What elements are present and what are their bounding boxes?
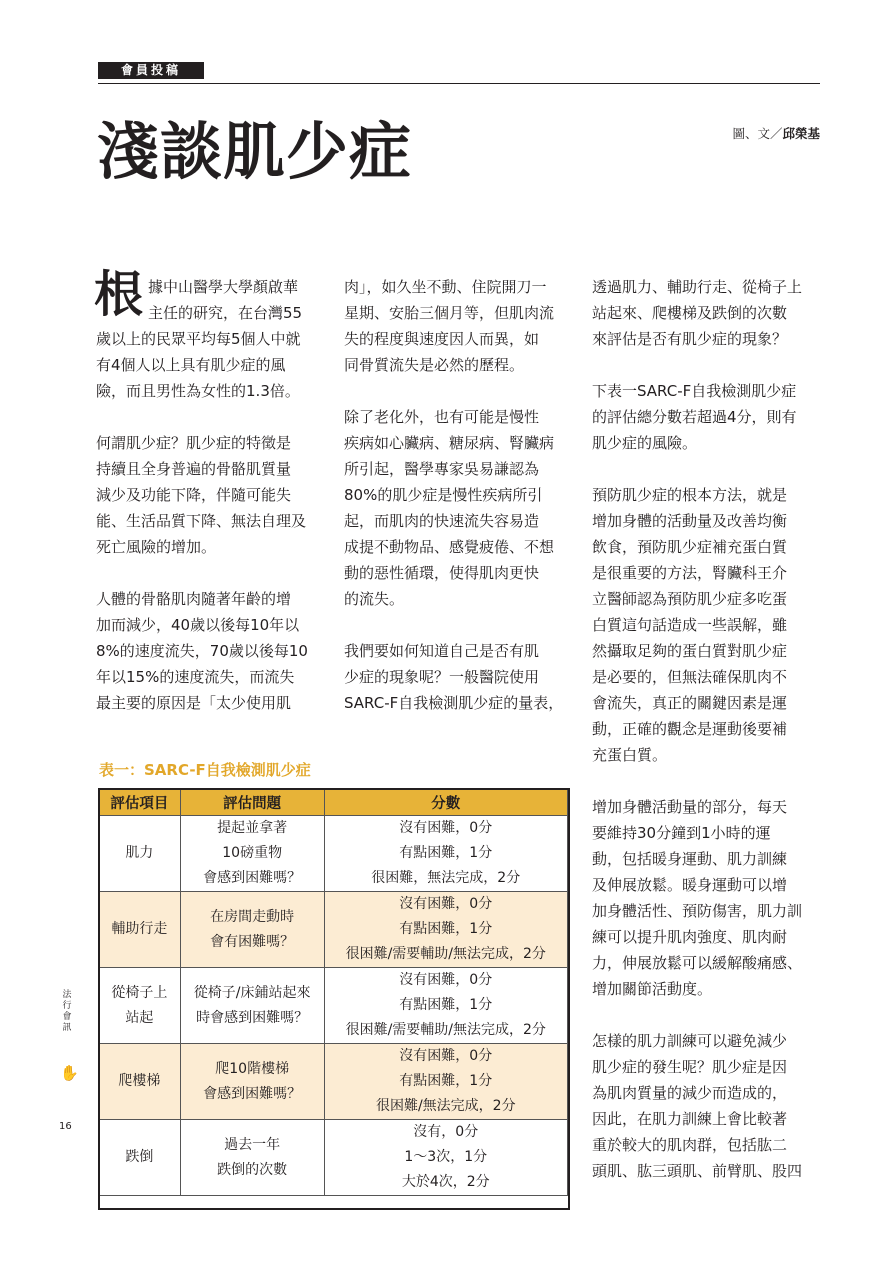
table-cell-line: 會感到困難嗎？ [203,1085,302,1102]
table-row [99,1044,568,1120]
table-cell-item [99,1120,181,1196]
article-line: 減少及功能下降，伴隨可能失 [96,486,292,504]
article-line: 及伸展放鬆。暖身運動可以增 [592,876,788,894]
article-line: 據中山醫學大學顏啟華 [148,278,299,296]
table-cell-line: 在房間走動時 [210,908,295,925]
article-line: 因此，在肌力訓練上會比較著 [592,1110,788,1128]
table-cell-line: 沒有困難，0分 [399,1048,493,1064]
article-line: SARC-F自我檢測肌少症的量表， [344,694,564,712]
article-line: 的流失。 [344,590,405,608]
table-title: 表一：SARC-F自我檢測肌少症 [99,761,311,779]
article-line: 何謂肌少症？肌少症的特徵是 [96,434,292,452]
article-line: 我們要如何知道自己是否有肌 [344,642,540,660]
table-cell-item [99,968,181,1044]
table-cell-scores [324,968,567,1044]
article-line: 增加身體的活動量及改善均衡 [592,512,788,530]
table-cell-line: 很困難，無法完成，2分 [371,870,521,886]
table-cell-line: 有點困難，1分 [399,997,493,1013]
article-line: 同骨質流失是必然的歷程。 [344,356,525,374]
article-line: 下表一SARC-F自我檢測肌少症 [592,382,797,400]
article-column-3 [592,274,822,1184]
table-cell-line: 爬10階樓梯 [215,1060,290,1077]
drop-cap: 根 [94,265,144,323]
article-line: 來評估是否有肌少症的現象？ [592,330,788,348]
table-cell-scores [324,816,567,892]
table-cell-line: 10磅重物 [222,845,283,861]
article-line: 肌少症的風險。 [592,434,698,452]
article-line: 疾病如心臟病、糖尿病、腎臟病 [344,434,555,452]
sarc-f-table [98,788,568,1196]
table-cell-line: 有點困難，1分 [399,1073,493,1089]
article-line: 8%的速度流失，70歲以後每10 [96,642,308,660]
table-cell-item [99,1044,181,1120]
table-cell-line: 會感到困難嗎？ [203,870,302,886]
paragraph-gap [592,1002,822,1028]
article-line: 肌少症的發生呢？肌少症是因 [592,1058,788,1076]
table-cell-line: 從椅子/床鋪站起來 [193,984,311,1001]
table-cell-question [180,968,324,1044]
table-cell-line: 站起 [125,1009,154,1026]
table-cell-scores [324,1044,567,1120]
table-header-item: 評估項目 [99,789,181,816]
table-cell-line: 有點困難，1分 [399,921,493,937]
table-cell-line: 有點困難，1分 [399,845,493,861]
article-line: 站起來、爬樓梯及跌倒的次數 [592,304,788,322]
table-cell-line: 沒有困難，0分 [399,820,493,836]
paragraph-gap [344,612,574,638]
article-column-2 [344,274,574,716]
table-cell-question [180,1044,324,1120]
article-line: 重於較大的肌肉群，包括肱二 [592,1136,788,1154]
article-line: 增加身體活動量的部分，每天 [592,798,788,816]
article-line: 動的惡性循環，使得肌肉更快 [344,564,540,582]
brand-mark-icon: ✋ [60,1064,79,1082]
article-line: 白質這句話造成一些誤解，雖 [592,616,788,634]
table-cell-line: 從椅子上 [111,984,168,1001]
table-cell-line: 沒有，0分 [413,1124,479,1140]
paragraph-gap [96,560,326,586]
paragraph-gap [592,352,822,378]
article-line: 持續且全身普遍的骨骼肌質量 [96,460,292,478]
article-line: 主任的研究，在台灣55 [148,304,303,322]
byline [700,124,820,142]
table-cell-line: 跌倒 [125,1149,154,1165]
table-header-question: 評估問題 [180,789,324,816]
article-line: 人體的骨骼肌肉隨著年齡的增 [96,590,292,608]
article-column-1 [94,265,326,716]
article-line: 起，而肌肉的快速流失容易造 [344,512,540,530]
article-line: 為肌肉質量的減少而造成的， [592,1084,788,1102]
article-line: 充蛋白質。 [592,746,668,764]
article-line: 加身體活性、預防傷害，肌力訓 [592,902,803,920]
article-line: 除了老化外，也有可能是慢性 [344,408,540,426]
article-line: 立醫師認為預防肌少症多吃蛋 [592,590,788,608]
byline-author: 邱榮基 [782,126,820,141]
article-line: 要維持30分鐘到1小時的運 [592,824,771,842]
table-cell-line: 很困難/無法完成，2分 [375,1098,516,1114]
table-cell-question [180,816,324,892]
table-cell-line: 爬樓梯 [118,1073,161,1089]
article-line: 飲食，預防肌少症補充蛋白質 [592,538,788,556]
table-cell-line: 很困難/需要輔助/無法完成，2分 [345,1022,546,1038]
section-tag: 會員投稿 [98,62,204,79]
table-cell-line: 時會感到困難嗎？ [196,1009,309,1026]
table-cell-line: 過去一年 [224,1136,281,1153]
article-line: 成提不動物品、感覺疲倦、不想 [344,538,555,556]
article-line: 肉」，如久坐不動、住院開刀一 [344,278,547,296]
table-cell-line: 會有困難嗎？ [210,933,295,950]
table-cell-line: 肌力 [125,845,154,861]
table-cell-line: 沒有困難，0分 [399,972,493,988]
table-cell-scores [324,892,567,968]
table-cell-scores [324,1120,567,1196]
article-line: 力，伸展放鬆可以緩解酸痛感、 [592,954,803,972]
article-line: 動，正確的觀念是運動後要補 [592,720,788,738]
article-line: 有4個人以上具有肌少症的風 [96,356,286,374]
table-cell-line: 很困難/需要輔助/無法完成，2分 [345,946,546,962]
article-line: 怎樣的肌力訓練可以避免減少 [592,1032,788,1050]
article-line: 會流失，真正的關鍵因素是運 [592,694,788,712]
table-cell-line: 提起並拿著 [217,820,288,836]
table-cell-question [180,892,324,968]
article-line: 是很重要的方法，腎臟科王介 [592,564,788,582]
paragraph-gap [96,404,326,430]
table-cell-line: 輔助行走 [111,921,168,937]
paragraph-gap [344,378,574,404]
header-divider [98,83,820,84]
article-line: 預防肌少症的根本方法，就是 [592,486,788,504]
article-line: 險，而且男性為女性的1.3倍。 [96,382,300,400]
article-line: 80%的肌少症是慢性疾病所引 [344,486,543,504]
article-line: 失的程度與速度因人而異，如 [344,330,540,348]
table-row [99,816,568,892]
table-header-score: 分數 [324,789,567,816]
article-line: 加而減少，40歲以後每10年以 [96,616,300,634]
table-cell-question [180,1120,324,1196]
article-line: 然攝取足夠的蛋白質對肌少症 [592,642,788,660]
paragraph-gap [592,768,822,794]
article-line: 星期、安胎三個月等，但肌肉流 [344,304,555,322]
table-cell-line: 沒有困難，0分 [399,896,493,912]
article-line: 頭肌、肱三頭肌、前臂肌、股四 [592,1162,803,1180]
page-number: 16 [59,1121,72,1132]
article-line: 的評估總分數若超過4分，則有 [592,408,797,426]
table-row [99,968,568,1044]
table-cell-line: 大於4次，2分 [401,1174,490,1190]
article-line: 是必要的，但無法確保肌肉不 [592,668,788,686]
table-cell-line: 1〜3次，1分 [404,1149,488,1165]
publication-brand: 法行會訊 [62,990,72,1033]
article-line: 透過肌力、輔助行走、從椅子上 [592,278,803,296]
article-line: 所引起，醫學專家吳易謙認為 [344,460,540,478]
article-line: 動，包括暖身運動、肌力訓練 [592,850,788,868]
paragraph-gap [592,456,822,482]
article-line: 最主要的原因是「太少使用肌 [96,694,292,712]
page-title: 淺談肌少症 [97,115,413,188]
article-line: 能、生活品質下降、無法自理及 [96,512,307,530]
article-line: 少症的現象呢？一般醫院使用 [344,668,540,686]
table-cell-item [99,892,181,968]
table-row [99,1120,568,1196]
byline-prefix: 圖、文／ [732,126,783,141]
table-cell-item [99,816,181,892]
table-cell-line: 跌倒的次數 [217,1161,288,1178]
article-line: 死亡風險的增加。 [96,538,217,556]
article-line: 練可以提升肌肉強度、肌肉耐 [592,928,788,946]
article-line: 增加關節活動度。 [592,980,713,998]
table-row [99,892,568,968]
article-line: 年以15%的速度流失，而流失 [96,668,295,686]
article-line: 歲以上的民眾平均每5個人中就 [96,330,301,348]
